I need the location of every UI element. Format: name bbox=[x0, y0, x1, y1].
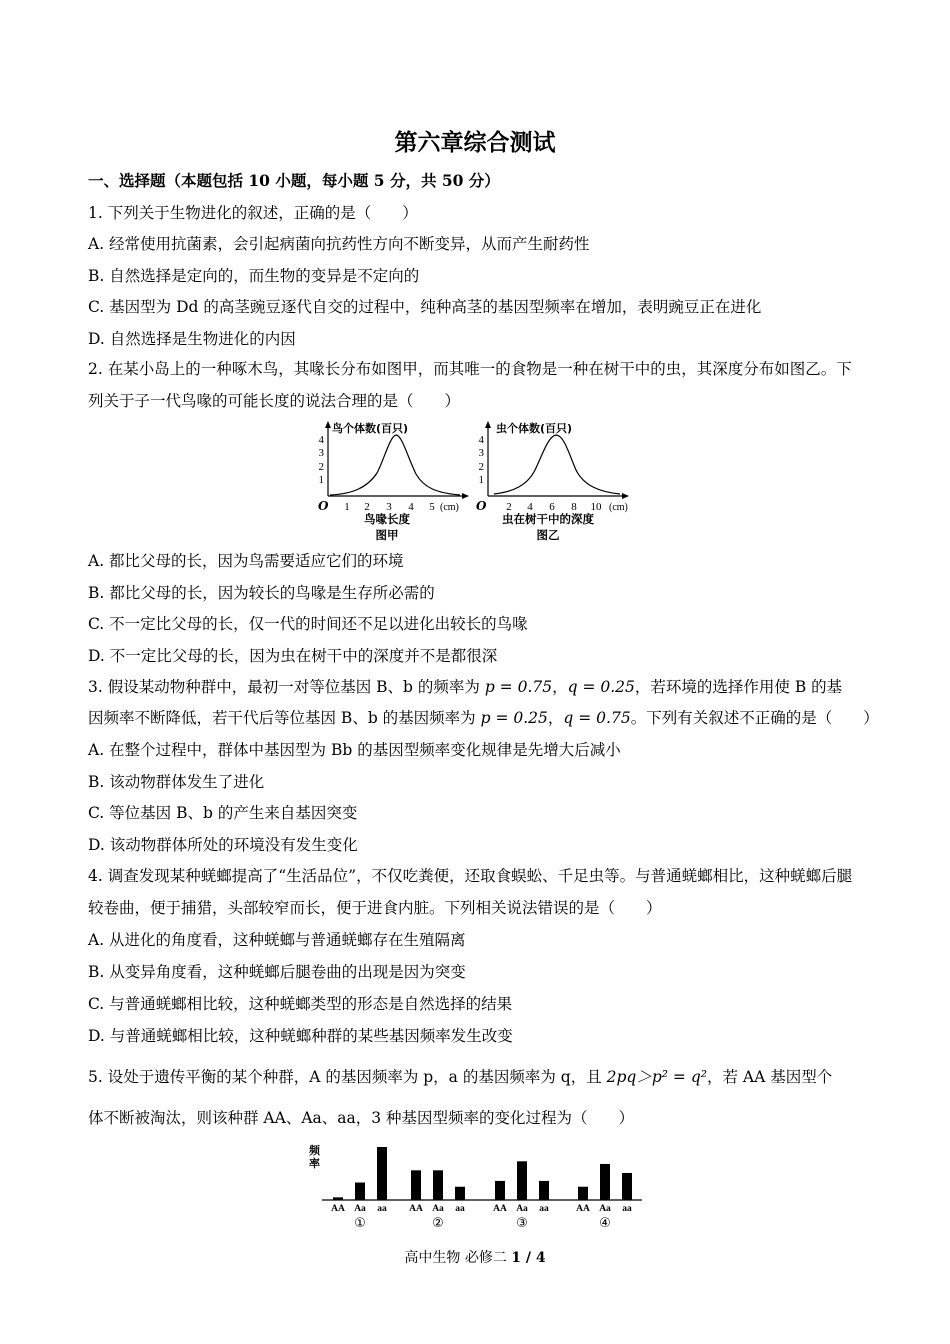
origin-label: O bbox=[318, 499, 329, 513]
x-axis-label: 虫在树干中的深度 bbox=[502, 512, 594, 526]
q3-eq-p: p = 0.25 bbox=[480, 709, 548, 727]
distribution-curve bbox=[494, 435, 620, 494]
q5-category-label: AA bbox=[409, 1204, 423, 1214]
q3-text: 。下列有关叙述不正确的是（ ） bbox=[630, 709, 879, 727]
q5-category-label: aa bbox=[377, 1204, 387, 1214]
y-tick: 4 bbox=[318, 434, 324, 446]
q3-stem-line2 bbox=[88, 707, 879, 729]
q5-category-label: Aa bbox=[599, 1204, 611, 1214]
q3-eq-q: q = 0.75 bbox=[563, 709, 631, 727]
footer-text: 高中生物 必修二 bbox=[404, 1250, 512, 1266]
x-tick: 4 bbox=[408, 501, 414, 513]
q2-option-b: B. 都比父母的长，因为较长的鸟喙是生存所必需的 bbox=[88, 584, 435, 602]
x-tick: 2 bbox=[506, 501, 512, 513]
q4-stem: 4. 调查发现某种蜣螂提高了“生活品位”，不仅吃粪便，还取食蜈蚣、千足虫等。与普通蜣螂相比，这种蜣螂后腿较卷曲，便于捕猎，头部较窄而长，便于进食内脏。下列相关说法错误的是（ ） bbox=[88, 867, 853, 917]
q2-option-c: C. 不一定比父母的长，仅一代的时间还不足以进化出较长的鸟喙 bbox=[88, 615, 528, 633]
q5-text: 5. 设处于遗传平衡的某个种群，A 的基因频率为 p，a 的基因频率为 q，且 bbox=[88, 1068, 607, 1086]
q5-bar-Aa bbox=[433, 1170, 443, 1200]
q5-group-label: ③ bbox=[516, 1216, 528, 1231]
page-footer bbox=[0, 1247, 950, 1267]
q3-text: 3. 假设某动物种群中，最初一对等位基因 B、b 的频率为 bbox=[88, 678, 485, 696]
q1-option-c: C. 基因型为 Dd 的高茎豌豆逐代自交的过程中，纯种高茎的基因型频率在增加，表明豌豆正在进化 bbox=[88, 298, 762, 316]
y-axis-label: 虫个体数(百只) bbox=[496, 422, 573, 435]
q5-bar-aa bbox=[455, 1187, 465, 1200]
y-tick: 4 bbox=[478, 434, 484, 446]
y-tick: 3 bbox=[318, 447, 324, 459]
x-axis-label: 鸟喙长度 bbox=[364, 512, 410, 526]
y-tick: 3 bbox=[478, 447, 484, 459]
q5-category-label: AA bbox=[331, 1204, 345, 1214]
x-unit: (cm) bbox=[440, 502, 459, 513]
y-tick: 2 bbox=[318, 461, 324, 473]
x-tick: 3 bbox=[386, 501, 392, 513]
distribution-curve bbox=[330, 435, 460, 495]
q3-text: 因频率不断降低，若干代后等位基因 B、b 的基因频率为 bbox=[88, 709, 481, 727]
q5-bar-AA bbox=[578, 1187, 588, 1200]
figure-caption: 图甲 bbox=[375, 528, 399, 542]
x-axis-arrow bbox=[622, 493, 629, 499]
q2-option-d: D. 不一定比父母的长，因为虫在树干中的深度并不是都很深 bbox=[88, 647, 498, 665]
q5-stem-line2: 体不断被淘汰，则该种群 AA、Aa、aa，3 种基因型频率的变化过程为（ ） bbox=[88, 1109, 635, 1127]
q2-stem: 2. 在某小岛上的一种啄木鸟，其喙长分布如图甲，而其唯一的食物是一种在树干中的虫，其深度分布如图乙。下列关于子一代鸟喙的可能长度的说法合理的是（ ） bbox=[88, 360, 852, 410]
q5-bar-AA bbox=[411, 1170, 421, 1200]
q4-option-c: C. 与普通蜣螂相比较，这种蜣螂类型的形态是自然选择的结果 bbox=[88, 995, 513, 1013]
q5-ylabel-char: 频率 bbox=[309, 1144, 320, 1170]
q5-group-label: ④ bbox=[599, 1216, 611, 1231]
y-tick: 1 bbox=[318, 474, 324, 486]
q5-math: 2pq＞p² = q² bbox=[606, 1068, 707, 1086]
page-number: 1 / 4 bbox=[511, 1250, 546, 1266]
q5-category-label: AA bbox=[493, 1204, 507, 1214]
q3-stem-line1 bbox=[88, 676, 842, 698]
q3-text: ，若环境的选择作用使 B 的基 bbox=[634, 678, 843, 696]
q5-bar-aa bbox=[377, 1147, 387, 1200]
q5-category-label: Aa bbox=[354, 1204, 366, 1214]
x-tick: 5 bbox=[429, 501, 435, 513]
q3-option-b: B. 该动物群体发生了进化 bbox=[88, 773, 265, 791]
origin-label: O bbox=[476, 499, 487, 513]
q3-eq-q: q = 0.25 bbox=[567, 678, 635, 696]
q3-sep: ， bbox=[552, 678, 568, 696]
y-axis-label: 鸟个体数(百只) bbox=[332, 422, 409, 435]
q5-group-label: ② bbox=[432, 1216, 444, 1231]
q1-option-d: D. 自然选择是生物进化的内因 bbox=[88, 330, 296, 348]
q3-option-a: A. 在整个过程中，群体中基因型为 Bb 的基因型频率变化规律是先增大后减小 bbox=[88, 741, 621, 759]
q5-category-label: aa bbox=[622, 1204, 632, 1214]
q4-option-d: D. 与普通蜣螂相比较，这种蜣螂种群的某些基因频率发生改变 bbox=[88, 1027, 513, 1045]
q4-option-a: A. 从进化的角度看，这种蜣螂与普通蜣螂存在生殖隔离 bbox=[88, 931, 466, 949]
y-tick: 2 bbox=[478, 461, 484, 473]
x-axis-arrow bbox=[462, 493, 469, 499]
q3-eq-p: p = 0.75 bbox=[484, 678, 553, 696]
q1-option-b: B. 自然选择是定向的，而生物的变异是不定向的 bbox=[88, 267, 420, 285]
q5-bar-AA bbox=[495, 1181, 505, 1200]
figure-caption: 图乙 bbox=[536, 528, 560, 542]
q5-category-label: Aa bbox=[432, 1204, 444, 1214]
q5-figure bbox=[300, 1140, 650, 1232]
q1-stem: 1. 下列关于生物进化的叙述，正确的是（ ） bbox=[88, 204, 418, 222]
figure-yi bbox=[472, 418, 637, 546]
q5-stem-line1 bbox=[88, 1066, 832, 1088]
page-title: 第六章综合测试 bbox=[394, 129, 556, 156]
q4-option-b: B. 从变异角度看，这种蜣螂后腿卷曲的出现是因为突变 bbox=[88, 963, 466, 981]
q3-option-d: D. 该动物群体所处的环境没有发生变化 bbox=[88, 836, 358, 854]
q5-bar-Aa bbox=[517, 1161, 527, 1200]
x-tick: 1 bbox=[344, 501, 350, 513]
q5-category-label: aa bbox=[455, 1204, 465, 1214]
q5-bar-AA bbox=[333, 1197, 343, 1200]
q5-category-label: aa bbox=[539, 1204, 549, 1214]
y-axis-arrow bbox=[325, 421, 331, 428]
q5-category-label: AA bbox=[576, 1204, 590, 1214]
q5-category-label: Aa bbox=[516, 1204, 528, 1214]
y-tick: 1 bbox=[478, 474, 484, 486]
q5-bar-aa bbox=[539, 1181, 549, 1200]
q5-text: ，若 AA 基因型个 bbox=[706, 1068, 833, 1086]
x-tick: 8 bbox=[571, 501, 577, 513]
x-tick: 2 bbox=[364, 501, 370, 513]
q5-bar-aa bbox=[622, 1173, 632, 1200]
q2-option-a: A. 都比父母的长，因为鸟需要适应它们的环境 bbox=[88, 552, 404, 570]
x-unit: (cm) bbox=[609, 502, 628, 513]
x-tick: 10 bbox=[590, 501, 602, 513]
figure-jia bbox=[312, 418, 472, 546]
q5-group-label: ① bbox=[354, 1216, 366, 1231]
y-axis-arrow bbox=[485, 421, 491, 428]
q3-sep: ， bbox=[547, 709, 564, 727]
q3-option-c: C. 等位基因 B、b 的产生来自基因突变 bbox=[88, 804, 358, 822]
x-tick: 6 bbox=[549, 501, 555, 513]
q5-bar-Aa bbox=[600, 1164, 610, 1200]
section-heading: 一、选择题（本题包括 10 小题，每小题 5 分，共 50 分） bbox=[88, 171, 500, 190]
q5-bar-Aa bbox=[355, 1183, 365, 1200]
x-tick: 4 bbox=[527, 501, 533, 513]
q1-option-a: A. 经常使用抗菌素，会引起病菌向抗药性方向不断变异，从而产生耐药性 bbox=[88, 235, 590, 253]
